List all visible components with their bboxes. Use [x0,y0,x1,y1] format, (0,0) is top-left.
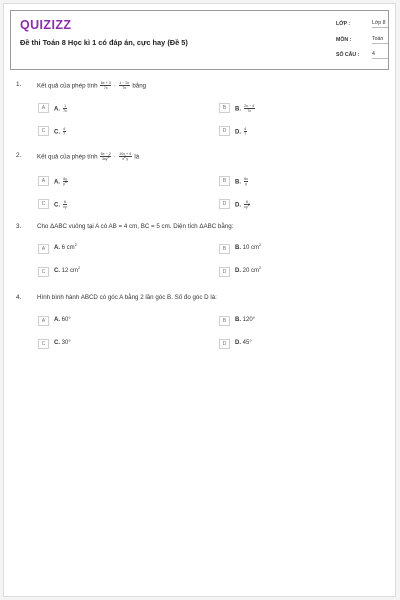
subject-label: MÔN : [336,37,352,43]
option-box[interactable]: C [38,126,49,136]
question-number: 2. [16,152,22,159]
option-box[interactable]: A [38,244,49,254]
question-number: 3. [16,223,22,230]
class-meta [336,20,386,27]
question-text-pre: Kết quả của phép tính [37,82,98,90]
subject-meta [336,36,384,43]
option-box[interactable]: A [38,103,49,113]
question-number: 1. [16,81,22,88]
subject-value: Toán [372,36,388,44]
option-box[interactable]: B [219,316,230,326]
question-text-post: là [134,153,140,161]
class-value: Lớp 8 [372,20,388,28]
question-number: 4. [16,294,22,301]
worksheet-header [10,10,389,70]
question-4: 4. Hình bình hành ABCD có góc A bằng 2 lần góc B. Số đo góc D là: A A. 60° B B. 120° C C. 30° D D. 45° [16,294,256,347]
option-box[interactable]: D [219,199,230,209]
fraction: $\frac{6x + 3}{7x}$ [100,81,111,91]
fraction: $\frac{5x - 2}{3xy^2}$ [100,152,111,162]
class-label: LỚP : [336,21,351,27]
worksheet-title: Đề thi Toán 8 Học kì 1 có đáp án, cực hay (Đề 5) [20,38,188,47]
option-box[interactable]: B [219,244,230,254]
question-count-value: 4 [372,51,388,59]
option-box[interactable]: A [38,316,49,326]
question-text-pre: Kết quả của phép tính [37,153,98,161]
question-text: Kết quả của phép tính $\frac{6x + 3}{7x}$ · $\frac{1 - 2x}{7x}$ bằng [37,81,147,91]
question-count-meta [336,51,375,58]
question-text: Hình bình hành ABCD có góc A bằng 2 lần góc B. Số đo góc D là: [37,294,217,301]
option-box[interactable]: D [219,267,230,277]
option-box[interactable]: C [38,339,49,349]
worksheet-page [3,3,396,597]
fraction: $\frac{1 - 2x}{7x}$ [119,81,130,91]
question-count-label: SỐ CÂU : [336,52,360,58]
question-3: 3. Cho ΔABC vuông tại A có AB = 4 cm, BC = 5 cm. Diện tích ΔABC bằng: A A. 6 $cm^2$ B B. 10 $cm^2$ C C. 12 $cm^2$ D D. 20 $cm^2$ [16,223,262,275]
question-text: Cho ΔABC vuông tại A có AB = 4 cm, BC = 5 cm. Diện tích ΔABC bằng: [37,223,234,230]
option-box[interactable]: B [219,103,230,113]
quizizz-logo: QUIZIZZ [20,18,72,32]
question-2: 2. Kết quả của phép tính $\frac{5x - 2}{3xy^2}$ · $\frac{10x + 4}{x^2y}$ là A A. $\frac{6x}{y^2}$ B B. $\frac{6x}{y}$ C C. $\frac{6}{xy}$ D D. $\frac{6}{xy^2}$ [16,152,250,210]
option-box[interactable]: D [219,339,230,349]
question-text-post: bằng [132,82,147,90]
option-box[interactable]: C [38,199,49,209]
option-box[interactable]: B [219,176,230,186]
option-box[interactable]: D [219,126,230,136]
option-box[interactable]: A [38,176,49,186]
question-1: 1. Kết quả của phép tính $\frac{6x + 3}{7x}$ · $\frac{1 - 2x}{7x}$ bằng A A. $\frac{1}{7x}$ B B. $\frac{2x - 4}{7x}$ C C. $\frac{4}{7}$ D D. $\frac{4}{7}$ [16,81,255,137]
option-box[interactable]: C [38,267,49,277]
question-text: Kết quả của phép tính $\frac{5x - 2}{3xy^2}$ · $\frac{10x + 4}{x^2y}$ là [37,152,140,162]
fraction: $\frac{10x + 4}{x^2y}$ [119,152,132,162]
